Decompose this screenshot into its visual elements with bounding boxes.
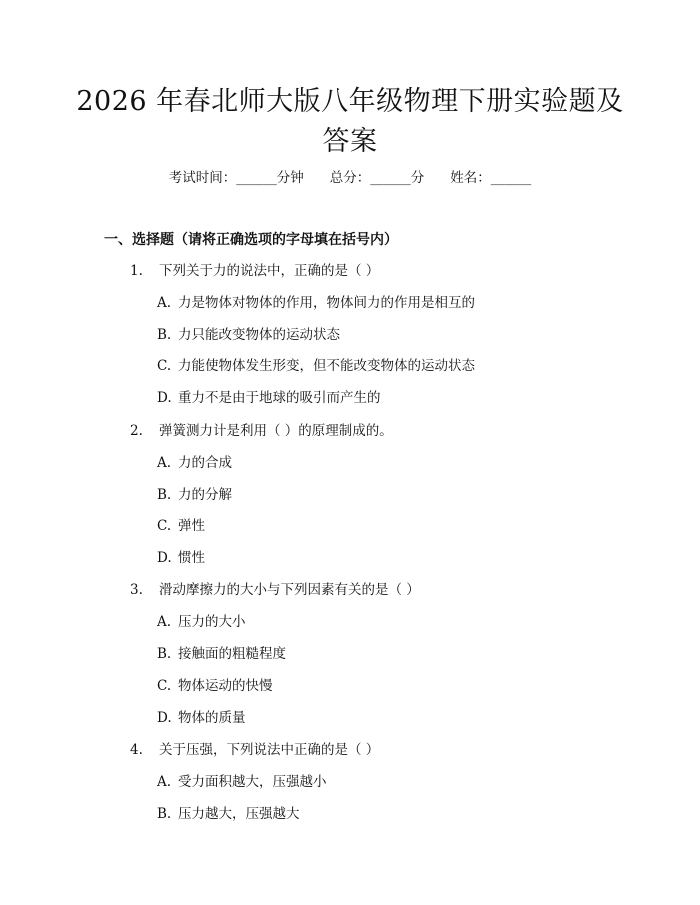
option-text: 受力面积越大，压强越小 [178,774,327,790]
option-letter: D. [157,390,172,406]
question-2-option-c [157,516,205,536]
option-text: 接触面的粗糙程度 [178,646,286,662]
exam-score: 总分：______分 [329,170,425,186]
question-1-option-a [157,293,475,313]
option-text: 物体的质量 [178,710,246,726]
option-text: 力的合成 [178,455,232,471]
question-number: 3. [130,582,143,598]
option-text: 压力越大，压强越大 [178,806,300,822]
option-text: 惯性 [178,550,205,566]
question-1-option-d [157,388,381,408]
option-letter: B. [157,327,172,343]
option-letter: C. [157,678,172,694]
option-text: 力是物体对物体的作用，物体间力的作用是相互的 [178,295,475,311]
question-1-option-c [157,356,475,376]
option-letter: B. [157,487,172,503]
option-text: 重力不是由于地球的吸引而产生的 [178,390,381,406]
option-letter: A. [157,774,172,790]
question-3 [130,580,420,600]
question-text: 下列关于力的说法中，正确的是（ ） [159,263,380,279]
question-text: 关于压强，下列说法中正确的是（ ） [159,742,380,758]
question-3-option-b [157,644,286,664]
question-3-option-a [157,612,246,632]
question-text: 弹簧测力计是利用（ ）的原理制成的。 [159,423,393,439]
option-letter: C. [157,518,172,534]
question-1-option-b [157,325,340,345]
option-text: 力的分解 [178,487,232,503]
exam-name: 姓名：______ [450,170,532,186]
title-line-2: 答案 [322,126,378,157]
option-letter: D. [157,550,172,566]
question-3-option-c [157,676,273,696]
question-3-option-d [157,708,246,728]
question-2-option-a [157,453,232,473]
question-number: 2. [130,423,143,439]
option-letter: B. [157,646,172,662]
option-letter: A. [157,455,172,471]
question-number: 4. [130,742,143,758]
section-heading: 一、选择题（请将正确选项的字母填在括号内） [104,232,398,248]
question-number: 1. [130,263,143,279]
document-title [70,82,630,162]
question-4-option-a [157,772,327,792]
option-letter: A. [157,295,172,311]
option-text: 力只能改变物体的运动状态 [178,327,340,343]
question-2-option-d [157,548,205,568]
option-letter: C. [157,358,172,374]
option-letter: A. [157,614,172,630]
question-1 [130,261,379,281]
title-line-1: 2026 年春北师大版八年级物理下册实验题及 [76,86,624,117]
question-4 [130,740,379,760]
option-text: 弹性 [178,518,205,534]
exam-info [0,168,700,188]
exam-time: 考试时间：______分钟 [168,170,304,186]
question-text: 滑动摩擦力的大小与下列因素有关的是（ ） [159,582,420,598]
option-text: 力能使物体发生形变，但不能改变物体的运动状态 [178,358,475,374]
question-2 [130,421,393,441]
question-4-option-b [157,804,300,824]
option-letter: B. [157,806,172,822]
question-2-option-b [157,485,232,505]
option-text: 物体运动的快慢 [178,678,273,694]
option-text: 压力的大小 [178,614,246,630]
option-letter: D. [157,710,172,726]
